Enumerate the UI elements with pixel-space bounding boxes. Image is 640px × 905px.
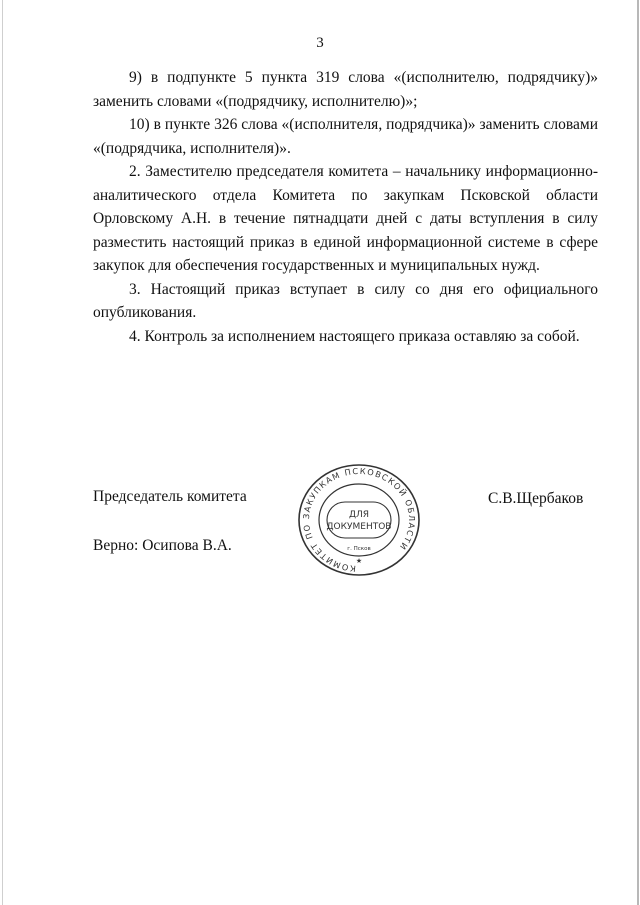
signatory-position: Председатель комитета bbox=[93, 488, 247, 505]
scan-edge-right bbox=[637, 0, 639, 905]
stamp-star-icon: ★ bbox=[355, 557, 363, 565]
paragraph-clause-4: 4. Контроль за исполнением настоящего приказа оставляю за собой. bbox=[129, 327, 580, 345]
paragraph-clause-3: 3. Настоящий приказ вступает в силу со дня его официального опубликования. bbox=[93, 280, 598, 321]
scan-edge-left bbox=[2, 0, 3, 905]
document-body bbox=[93, 66, 598, 348]
verified-by: Верно: Осипова В.А. bbox=[93, 537, 232, 554]
stamp-city: г. Псков bbox=[347, 546, 371, 552]
paragraph-item-9: 9) в подпункте 5 пункта 319 слова «(исполнителю, подрядчику)» заменить словами «(подрядчику, исполнителю)»; bbox=[93, 69, 598, 110]
paragraph-clause-2: 2. Заместителю председателя комитета – начальнику информационно-аналитического отдела Комитета по закупкам Псковской области Орловскому А.Н. в течение пятнадцати дней с даты вступления в силу разместить настоящий приказ в единой информационной системе в сфере закупок для обеспечения государственных и муниципальных нужд. bbox=[93, 163, 598, 274]
stamp-line2: ДОКУМЕНТОВ bbox=[326, 522, 392, 532]
stamp-seal-icon bbox=[293, 462, 425, 578]
signatory-name: С.В.Щербаков bbox=[488, 490, 584, 507]
official-stamp bbox=[293, 462, 425, 578]
paragraph-item-10: 10) в пункте 326 слова «(исполнителя, подрядчика)» заменить словами «(подрядчика, исполнителя)». bbox=[93, 116, 598, 157]
stamp-line1: ДЛЯ bbox=[348, 510, 370, 520]
stamp-ring-text: КОМИТЕТ ПО ЗАКУПКАМ ПСКОВСКОЙ ОБЛАСТИ bbox=[300, 465, 418, 574]
page-number: 3 bbox=[316, 35, 324, 51]
